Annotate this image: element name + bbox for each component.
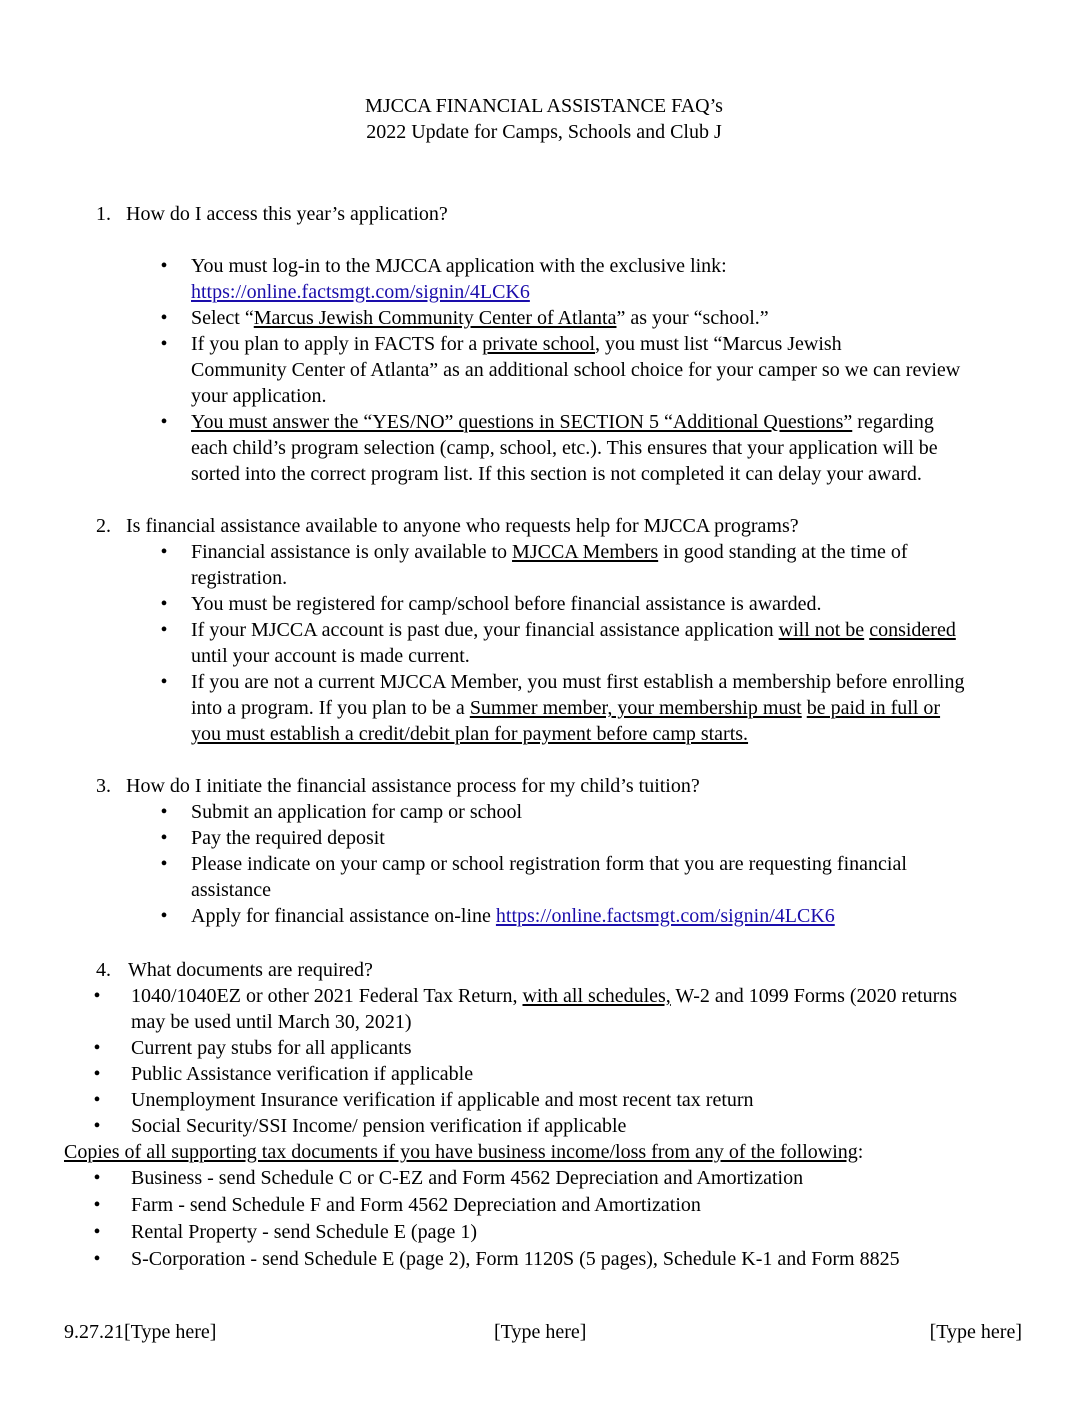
bullet-icon: • [160,411,168,433]
q2-bullet-4-line-2: into a program. If you plan to be a Summer member, your membership must be paid in full or [191,697,941,719]
bullet-icon: • [93,1037,101,1059]
bullet-icon: • [160,307,168,329]
q1-bullet-3-line-2: Community Center of Atlanta” as an additional school choice for your camper so we can review [191,359,961,381]
q1-bullet-3-line-3: your application. [191,385,327,407]
q4-extra-4: S-Corporation - send Schedule E (page 2), Form 1120S (5 pages), Schedule K-1 and Form 8825 [131,1248,900,1270]
q2-bullet-4-line-3: you must establish a credit/debit plan for payment before camp starts. [191,723,749,745]
q3-bullet-1: Submit an application for camp or school [191,801,523,823]
q3-question: How do I initiate the financial assistance process for my child’s tuition? [126,775,700,797]
q4-doc-5: Social Security/SSI Income/ pension verification if applicable [131,1115,627,1137]
q2-question: Is financial assistance available to anyone who requests help for MJCCA programs? [126,515,799,537]
bullet-icon: • [160,541,168,563]
q4-question: What documents are required? [128,959,373,981]
q3-bullet-2: Pay the required deposit [191,827,385,849]
q1-bullet-3: If you plan to apply in FACTS for a private school, you must list “Marcus Jewish [191,333,842,355]
footer-center: [Type here] [494,1321,587,1343]
document-subtitle: 2022 Update for Camps, Schools and Club J [366,121,722,143]
q4-doc-4: Unemployment Insurance verification if applicable and most recent tax return [131,1089,754,1111]
q1-bullet-1: You must log-in to the MJCCA application with the exclusive link: [191,255,727,277]
q3-bullet-4: Apply for financial assistance on-line https://online.factsmgt.com/signin/4LCK6 [191,905,835,927]
q3-bullet-3-line-2: assistance [191,879,271,901]
q3-number: 3. [96,775,111,797]
bullet-icon: • [93,1063,101,1085]
document-title: MJCCA FINANCIAL ASSISTANCE FAQ’s [365,95,723,117]
q2-bullet-4: If you are not a current MJCCA Member, you must first establish a membership before enrolling [191,671,965,693]
footer-right: [Type here] [929,1321,1022,1343]
q1-question: How do I access this year’s application? [126,203,448,225]
q3-bullet-3: Please indicate on your camp or school registration form that you are requesting financial [191,853,907,875]
bullet-icon: • [93,1221,101,1243]
bullet-icon: • [160,671,168,693]
bullet-icon: • [160,333,168,355]
bullet-icon: • [160,593,168,615]
q4-doc-1-line-2: may be used until March 30, 2021) [131,1011,412,1033]
bullet-icon: • [160,853,168,875]
bullet-icon: • [93,985,101,1007]
q1-bullet-2: Select “Marcus Jewish Community Center of Atlanta” as your “school.” [191,307,769,329]
bullet-icon: • [160,619,168,641]
q4-doc-3: Public Assistance verification if applicable [131,1063,474,1085]
q2-bullet-1-line-2: registration. [191,567,288,589]
bullet-icon: • [93,1194,101,1216]
q2-bullet-3-line-2: until your account is made current. [191,645,470,667]
facts-signin-link[interactable]: https://online.factsmgt.com/signin/4LCK6 [191,281,530,303]
bullet-icon: • [160,801,168,823]
q1-bullet-4-line-3: sorted into the correct program list. If this section is not completed it can delay your award. [191,463,922,485]
bullet-icon: • [93,1115,101,1137]
q4-extra-3: Rental Property - send Schedule E (page 1) [131,1221,478,1243]
bullet-icon: • [160,255,168,277]
q2-bullet-3: If your MJCCA account is past due, your financial assistance application will not be considered [191,619,956,641]
q4-copies-heading: Copies of all supporting tax documents if you have business income/loss from any of the following: [64,1141,864,1163]
bullet-icon: • [93,1248,101,1270]
q4-doc-2: Current pay stubs for all applicants [131,1037,412,1059]
footer-left: 9.27.21[Type here] [64,1321,217,1343]
q1-number: 1. [96,203,111,225]
bullet-icon: • [160,905,168,927]
q1-bullet-4-line-2: each child’s program selection (camp, school, etc.). This ensures that your application will be [191,437,938,459]
q2-number: 2. [96,515,111,537]
q4-extra-2: Farm - send Schedule F and Form 4562 Depreciation and Amortization [131,1194,701,1216]
q2-bullet-1: Financial assistance is only available to MJCCA Members in good standing at the time of [191,541,908,563]
q4-number: 4. [96,959,111,981]
bullet-icon: • [160,827,168,849]
bullet-icon: • [93,1167,101,1189]
q2-bullet-2: You must be registered for camp/school before financial assistance is awarded. [191,593,822,615]
q4-extra-1: Business - send Schedule C or C-EZ and Form 4562 Depreciation and Amortization [131,1167,804,1189]
q1-bullet-4: You must answer the “YES/NO” questions in SECTION 5 “Additional Questions” regarding [191,411,934,433]
q4-doc-1: 1040/1040EZ or other 2021 Federal Tax Return, with all schedules, W-2 and 1099 Forms (2020 returns [131,985,958,1007]
facts-apply-link[interactable]: https://online.factsmgt.com/signin/4LCK6 [495,905,835,927]
bullet-icon: • [93,1089,101,1111]
